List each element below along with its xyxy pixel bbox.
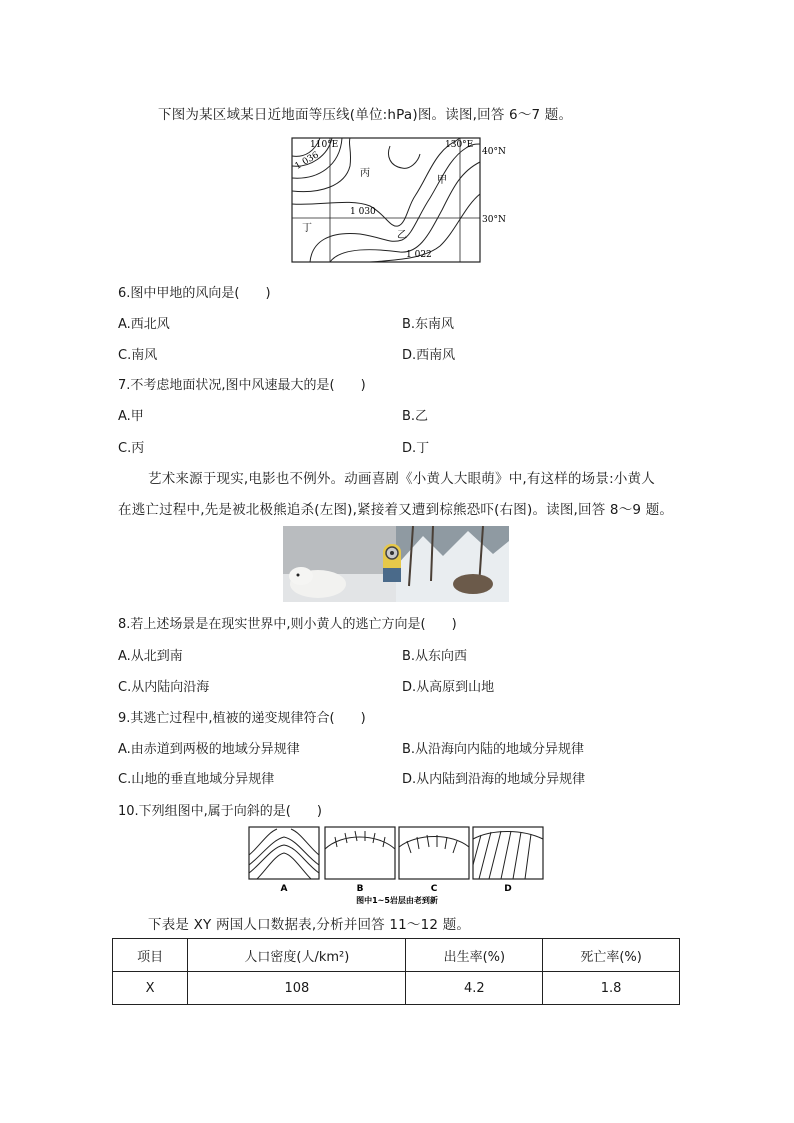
question-8: 8.若上述场景是在现实世界中,则小黄人的逃亡方向是( )	[118, 617, 457, 632]
fold-diagram-b	[325, 827, 395, 894]
table-cell: 4.2	[406, 972, 543, 1005]
intro-8-9-line2: 在逃亡过程中,先是被北极熊追杀(左图),紧接着又遭到棕熊恐吓(右图)。读图,回答 8～9 题。	[118, 502, 674, 518]
intro-6-7: 下图为某区域某日近地面等压线(单位:hPa)图。读图,回答 6～7 题。	[158, 107, 573, 123]
isobar-1036-label: 1 036	[293, 150, 321, 172]
q8-option-a: A.从北到南	[118, 649, 183, 664]
q6-option-a: A.西北风	[118, 317, 170, 332]
fold-label-a: A	[280, 884, 288, 894]
intro-11-12: 下表是 XY 两国人口数据表,分析并回答 11～12 题。	[148, 917, 471, 933]
fold-caption: 图中1~5岩层由老到新	[356, 896, 438, 905]
q6-option-c: C.南风	[118, 348, 158, 363]
label-jia: 甲	[437, 175, 447, 186]
q8-option-c: C.从内陆向沿海	[118, 680, 210, 695]
fold-diagram-d	[473, 827, 543, 894]
q7-option-b: B.乙	[402, 409, 429, 424]
table-header: 出生率(%)	[406, 939, 543, 972]
question-6: 6.图中甲地的风向是( )	[118, 286, 271, 301]
fold-diagrams	[247, 825, 547, 907]
q9-option-b: B.从沿海向内陆的地域分异规律	[402, 742, 585, 757]
table-header: 死亡率(%)	[543, 939, 680, 972]
q8-option-d: D.从高原到山地	[402, 680, 495, 695]
isobar-map	[290, 136, 510, 266]
fold-label-b: B	[356, 884, 364, 894]
table-cell: 108	[188, 972, 406, 1005]
lat-30-label: 30°N	[482, 215, 506, 225]
q9-option-a: A.由赤道到两极的地域分异规律	[118, 742, 300, 757]
lat-40-label: 40°N	[482, 147, 506, 157]
isobar-1030-label: 1 030	[350, 207, 376, 217]
table-cell: 1.8	[543, 972, 680, 1005]
q7-option-d: D.丁	[402, 441, 430, 456]
table-row	[113, 972, 680, 1005]
q7-option-c: C.丙	[118, 441, 145, 456]
label-yi: 乙	[397, 230, 407, 241]
isobar-1022-label: 1 022	[406, 250, 432, 260]
fold-diagram-a	[249, 827, 319, 894]
question-10: 10.下列组图中,属于向斜的是( )	[118, 804, 322, 819]
table-cell: X	[113, 972, 188, 1005]
lon-130-label: 130°E	[445, 140, 474, 150]
fold-label-d: D	[504, 884, 512, 894]
q9-option-d: D.从内陆到沿海的地域分异规律	[402, 772, 586, 787]
label-bing: 丙	[360, 168, 370, 179]
q8-option-b: B.从东向西	[402, 649, 468, 664]
lon-110-label: 110°E	[310, 140, 339, 150]
q6-option-b: B.东南风	[402, 317, 455, 332]
table-header: 项目	[113, 939, 188, 972]
question-7: 7.不考虑地面状况,图中风速最大的是( )	[118, 378, 366, 393]
population-table	[112, 938, 680, 1005]
fold-diagram-c	[399, 827, 469, 894]
table-header-row	[113, 939, 680, 972]
fold-label-c: C	[430, 884, 438, 894]
label-ding: 丁	[302, 223, 312, 234]
question-9: 9.其逃亡过程中,植被的递变规律符合( )	[118, 711, 366, 726]
minions-movie-photo	[283, 526, 509, 602]
table-header: 人口密度(人/km²)	[188, 939, 406, 972]
q9-option-c: C.山地的垂直地域分异规律	[118, 772, 275, 787]
intro-8-9-line1: 艺术来源于现实,电影也不例外。动画喜剧《小黄人大眼萌》中,有这样的场景:小黄人	[148, 471, 655, 487]
q7-option-a: A.甲	[118, 409, 144, 424]
q6-option-d: D.西南风	[402, 348, 456, 363]
